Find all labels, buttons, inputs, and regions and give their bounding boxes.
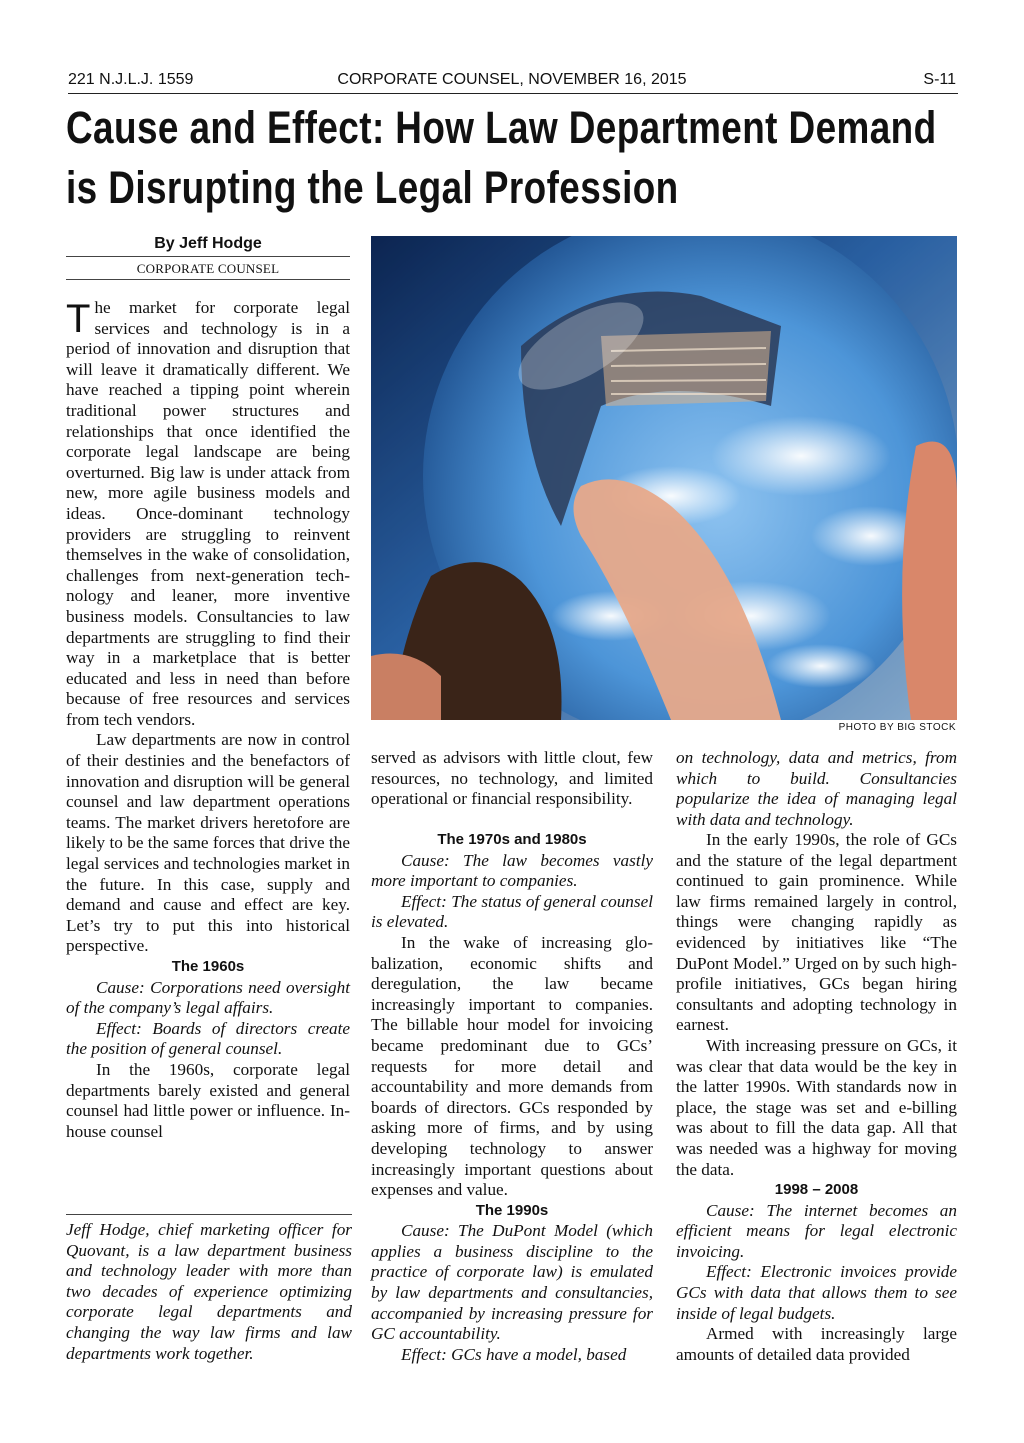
section-heading-1998-2008: 1998 – 2008 (774, 1181, 859, 1199)
article-column-1 (66, 298, 350, 1142)
article-paragraph: on technology, data and metrics, from which to build. Consultancies popularize the idea of managing legal with data and technology. (676, 748, 957, 829)
article-paragraph: served as advisors with little clout, few resources, no technology, and limited operational or financial responsibility. (371, 748, 653, 809)
article-paragraph: Armed with increasingly large amounts of detailed data provided (676, 1324, 957, 1364)
headline-line-2: is Disrupting the Legal Profession (66, 162, 679, 213)
header-rule (68, 93, 958, 94)
author-byline: By Jeff Hodge (154, 235, 262, 252)
bio-rule (66, 1214, 352, 1215)
article-column-3 (676, 748, 957, 1365)
section-heading-1970s: The 1970s and 1980s (437, 831, 587, 848)
article-paragraph: With increasing pressure on GCs, it was clear that data would be the key in the latter 1990s. With standards now in place, the stage was set and e-billing was about to fill the data gap. All that was needed was a highway for moving the data. (676, 1035, 957, 1179)
article-paragraph: Law departments are now in control of their destinies and the benefactors of innovation and disruption will be general counsel and law department operations teams. The market drivers heretofore are likely to be the same forces that drive the legal services and technologies market in the future. In this case, supply and demand and cause and effect are key. Let’s try to put this into historical perspective. (66, 730, 350, 956)
crystal-ball-photo (371, 236, 957, 720)
effect-1970s: Effect: The status of general counsel is elevated. (371, 891, 653, 932)
effect-1960s: Effect: Boards of directors create the position of general counsel. (66, 1018, 350, 1059)
citation: 221 N.J.L.J. 1559 (68, 71, 194, 88)
column-2-continuation (371, 748, 653, 830)
article-column-2 (371, 748, 653, 1365)
article-paragraph: The market for corporate legal services and technology is in a period of innovation and disruption that will leave it dramatically different. We have reached a tipping point wherein traditional power structures and relationships that once identified the corporate legal landscape are being overturned. Big law is under attack from new, more agile business models and ideas. Once-dominant technology providers are struggling to reinvent themselves in the wake of consolidation, challenges from next-generation technology and leaner, more inventive business models. Consultancies to law departments are struggling to find their way in a marketplace that is better educated and less in need than before because of free resources and services from tech vendors. (66, 297, 350, 729)
headline-line-1: Cause and Effect: How Law Department Demand (66, 102, 937, 153)
cause-1990s: Cause: The DuPont Model (which applies a business discipline to the practice of corporate law) is emulated by law departments and consultancies, accompanied by increasing pressure for GC accountability. (371, 1221, 653, 1344)
page-number: S-11 (923, 71, 956, 88)
byline-rule-bottom (66, 279, 350, 280)
author-bio: Jeff Hodge, chief marketing officer for Quovant, is a law department business and technology leader with more than two decades of experience optimizing corporate legal departments and changing the way law firms and law departments work together. (66, 1220, 352, 1363)
article-paragraph: In the 1960s, corporate legal departments barely existed and general counsel had little power or influence. In-house counsel (66, 1059, 350, 1141)
section-heading-1960s: The 1960s (171, 958, 245, 975)
article-paragraph: In the early 1990s, the role of GCs and the stature of the legal department continued to gain prominence. While law firms remained largely in control, things were changing rapidly as evidenced by initiatives like “The DuPont Model.” Urged on by such high-profile initiatives, GCs began hiring consultants and adopting technology in earnest. (676, 830, 957, 1035)
cause-1998-2008: Cause: The internet becomes an efficient means for legal electronic invoicing. (676, 1200, 957, 1261)
section-heading-1990s: The 1990s (475, 1201, 549, 1219)
drop-cap: T (66, 297, 91, 341)
column-3-continuation (676, 748, 957, 830)
publication-date: CORPORATE COUNSEL, NOVEMBER 16, 2015 (337, 71, 687, 88)
cause-1960s: Cause: Corporations need oversight of the company’s legal affairs. (66, 977, 350, 1018)
effect-1998-2008: Effect: Electronic invoices provide GCs with data that allows them to see inside of legal budgets. (676, 1262, 957, 1323)
cause-1970s: Cause: The law becomes vastly more important to companies. (371, 850, 653, 891)
article-paragraph: In the wake of increasing globalization, economic shifts and deregulation, the law became increasingly important to companies. The billable hour model for invoicing became predominant due to GCs’ requests for more detail and accountability and more demands from boards of directors. GCs responded by asking more of firms, and by using developing technology to answer increasingly important questions about expenses and value. (371, 932, 653, 1200)
byline-rule (66, 256, 350, 257)
byline-source: CORPORATE COUNSEL (136, 261, 280, 276)
effect-1990s: Effect: GCs have a model, based (401, 1344, 627, 1364)
photo-credit: PHOTO BY BIG STOCK (838, 722, 956, 733)
